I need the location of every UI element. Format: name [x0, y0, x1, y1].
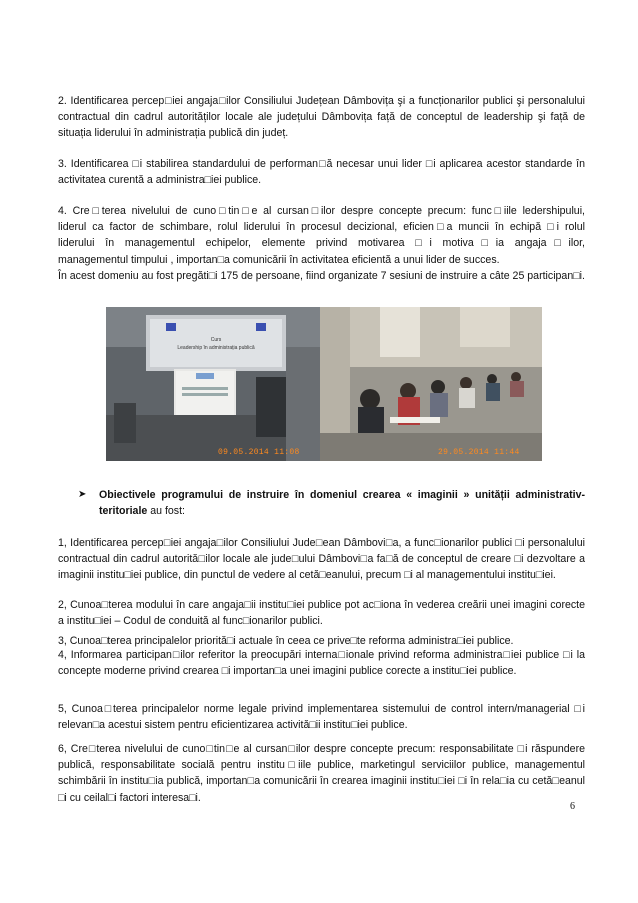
banner-title-line-1: Curs [210, 337, 222, 343]
objective-3: 3, Cunoa□terea principalelor priorită□i actuale în ceea ce prive□te reforma administra□iei publice. [58, 635, 514, 647]
objective-6: 6, Cre□terea nivelului de cuno□tin□e al cursan□ilor despre concepte precum: responsabilitate □i răspundere publică, responsabilitate socială pentru institu□iile publice, marketingul serviciilor publice, managementul schimbării în institu□ia publică, importan□a comunicării în crearea imaginii institu□iei □i în rela□ia cu cetă□eanul □i cu ceilal□i factori interesa□i. [58, 743, 585, 804]
photo-date-stamp: 09.05.2014 11:08 [218, 448, 300, 457]
training-photos [106, 307, 542, 461]
objective-5: 5, Cunoa□terea principalelor norme legale privind implementarea sistemului de control intern/managerial □i relevan□a acestui sistem pentru eficientizarea activită□ii institu□iei publice. [58, 703, 585, 732]
objectives-heading [78, 487, 585, 519]
paragraph-4-summary: În acest domeniu au fost pregăti□i 175 de persoane, fiind organizate 7 sesiuni de instruire a câte 25 participan□i. [58, 269, 585, 282]
page-number: 6 [570, 801, 575, 812]
paragraph-4 [58, 203, 585, 284]
paragraph-3: 3. Identificarea □i stabilirea standardului de performan□ă necesar unui lider □i aplicarea acestor standarde în activitatea curentă a administra□iei publice. [58, 158, 585, 187]
photo-date-stamp: 29.05.2014 11:44 [438, 448, 520, 457]
objective-4: 4, Informarea participan□ilor referitor la preocupări interna□ionale privind reforma administra□iei publice □i la concepte moderne privind crearea □i importan□a unei imagini publice corecte a institu□iei publice. [58, 649, 585, 678]
photo-training-room [106, 307, 320, 461]
paragraph-4-line: managementul timpului , importan□a comunicării în activitatea eficientă a unui lider de succes. [58, 253, 500, 266]
objective-2: 2, Cunoa□terea modului în care angaja□ii institu□iei publice pot ac□iona în vederea creării unei imagini corecte a institu□iei – Codul de conduită al func□ionarilor publici. [58, 599, 585, 628]
photo-participants-image [320, 307, 542, 461]
paragraph-4-line: 4. Cre□terea nivelului de cuno□tin□e al cursan□ilor despre concepte precum: func□iile ledershipului, [58, 205, 585, 217]
banner-title-line-2: Leadership în administrația publică [177, 345, 255, 351]
paragraph-4-line: liderului în managementul echipelor, elemente privind motivarea □i motiva□ia angaja□ilor, [58, 237, 585, 250]
objective-1: 1, Identificarea percep□iei angaja□ilor Consiliului Jude□ean Dâmbovi□a, a func□ionarilor publici □i personalului contractual din cadrul autorită□ilor locale ale jude□ului Dâmbovi□a fa□ă de conceptul de creare □i dezvoltare a imaginii institu□iei publice, din punctul de vedere al cetă□eanului, precum □i al managementului institu□iei. [58, 537, 585, 582]
photo-training-room-image [106, 307, 320, 461]
paragraph-4-line: liderul ca factor de schimbare, rolul liderului în procesul decizional, eficien□a muncii în echipă □i rolul [58, 221, 585, 234]
objectives-heading-rest: au fost: [147, 505, 185, 517]
objectives-heading-bold: Obiectivele programului de instruire în domeniul crearea « imaginii » unității administrativ-teritoriale [99, 489, 585, 517]
paragraph-2: 2. Identificarea percep□iei angaja□ilor Consiliului Județean Dâmbovița şi a funcționarilor publici şi personalului contractual din cadrul autorităților locale ale județului Dâmbovița față de conceptul de leadership şi față de situația liderului în administrația publică din județ. [58, 95, 585, 140]
photo-participants [320, 307, 542, 461]
arrow-bullet-icon: ➤ [78, 489, 87, 500]
